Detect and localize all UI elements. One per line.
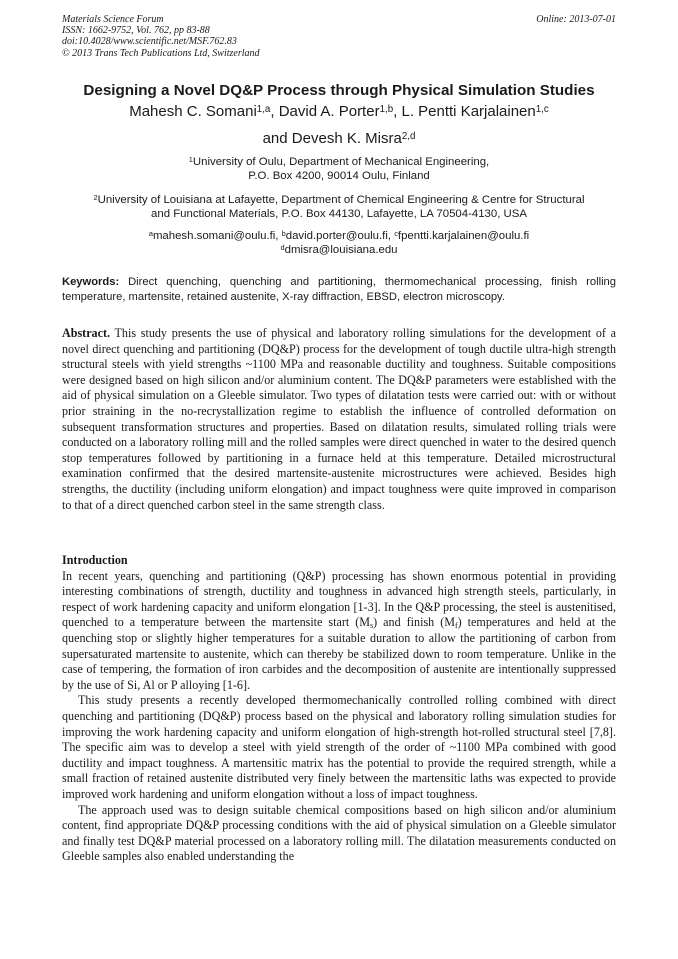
- and-word: and: [262, 130, 288, 147]
- keywords-text: Direct quenching, quenching and partitioning, thermomechanical processing, finish rolling temperature, martensite, retained austenite, X-ray diffraction, EBSD, electron microscopy.: [62, 276, 616, 303]
- authors-line-2: [40, 128, 638, 150]
- paper-title: Designing a Novel DQ&P Process through Physical Simulation Studies: [83, 82, 595, 99]
- paragraph: The approach used was to design suitable chemical compositions based on high silicon and/or aluminium content, find appropriate DQ&P processing conditions with the aid of physical simulation on a Gleeble simulator and finally test DQ&P material processed on a laboratory rolling mill. The dilatation measurements conducted on Gleeble samples also enabled understanding the: [62, 802, 616, 864]
- email-address: mahesh.somani@oulu.fi,: [152, 230, 282, 242]
- email-superscript: d: [280, 242, 285, 252]
- author-name: L. Pentti Karjalainen: [401, 103, 536, 120]
- journal-name: Materials Science Forum: [62, 14, 164, 25]
- author-name: Mahesh C. Somani: [129, 103, 257, 120]
- copyright-line: © 2013 Trans Tech Publications Ltd, Switzerland: [62, 47, 260, 59]
- abstract-text: This study presents the use of physical and laboratory rolling simulations for the development of a novel direct quenching and partitioning (DQ&P) process for the development of tough ductile ultra-high strength structural steels with yield strengths ~1100 MPa and reasonable ductility and toughness. Suitable compositions were designed based on high silicon and/or aluminium content. The DQ&P parameters were established with the aid of physical simulation on a Gleeble simulator. Two types of dilatation tests were carried out: with or without prior straining in the no-recrystallization regime to establish the influence of controlled deformation on subsequent transformation structures and properties. Based on dilatation results, simulated rolling trials were conducted on a laboratory rolling mill and the rolled samples were direct quenched in water to the desired quench stop temperatures followed by partitioning in a furnace held at this temperature. Detailed microstructural examination confirmed that the desired martensite-austenite microstructures were achieved. Besides high strengths, the ductility (including uniform elongation) and impact toughness were quite improved in comparison to that of a direct quenched carbon steel in the same strength class.: [62, 326, 616, 512]
- email-superscript: b: [281, 228, 286, 238]
- doi-line: doi:10.4028/www.scientific.net/MSF.762.83: [62, 36, 237, 48]
- email-address: david.porter@oulu.fi,: [285, 230, 395, 242]
- author-superscript: 1,c: [535, 103, 549, 115]
- affiliation-superscript: 2: [93, 192, 98, 202]
- subscript: s: [370, 621, 374, 631]
- email-superscript: a: [148, 228, 153, 238]
- affiliation-2: [40, 193, 638, 221]
- affiliation-superscript: 1: [188, 154, 193, 164]
- author-superscript: 1,b: [379, 103, 394, 115]
- email-superscript: c: [394, 228, 398, 238]
- issn-line: ISSN: 1662-9752, Vol. 762, pp 83-88: [62, 25, 210, 37]
- introduction-section: [62, 553, 616, 865]
- email-block: [50, 229, 628, 257]
- affiliation-line: and Functional Materials, P.O. Box 44130, Lafayette, LA 70504-4130, USA: [151, 208, 527, 220]
- affiliation-line: P.O. Box 4200, 90014 Oulu, Finland: [248, 170, 430, 182]
- author-name: Devesh K. Misra: [291, 130, 402, 147]
- email-address: fpentti.karjalainen@oulu.fi: [397, 230, 530, 242]
- subscript: f: [455, 621, 458, 631]
- journal-header: [62, 14, 260, 59]
- affiliation-line: University of Oulu, Department of Mechanical Engineering,: [192, 156, 490, 168]
- keywords: [62, 275, 616, 305]
- keywords-label: Keywords:: [62, 276, 120, 288]
- author-superscript: 2,d: [401, 130, 416, 142]
- abstract: [62, 326, 616, 513]
- online-date: Online: 2013-07-01: [536, 14, 616, 25]
- author-name: David A. Porter: [278, 103, 380, 120]
- section-heading: Introduction: [62, 553, 128, 567]
- abstract-label: Abstract.: [62, 326, 111, 340]
- author-superscript: 1,a: [256, 103, 271, 115]
- authors-line-1: Mahesh C. Somani$^{1,a}$, David A. Porter$^{1,b}$, L. Pentti Karjalainen$^{1,c}$: [129, 103, 549, 120]
- affiliation-line: University of Louisiana at Lafayette, Department of Chemical Engineering & Centre for Structural: [97, 194, 585, 206]
- affiliation-1: [50, 155, 628, 183]
- email-address: dmisra@louisiana.edu: [284, 244, 398, 256]
- paragraph: In recent years, quenching and partitioning (Q&P) processing has shown enormous potential in providing interesting combinations of strength, ductility and toughness in advanced high strength steels, particularly, in respect of work hardening capacity and uniform elongation [1-3]. In the Q&P processing, the steel is austenitised, quenched to a temperature between the martensite start $(M_s)$ and finish $(M_f)$ temperatures and held at the quenching stop or slightly higher temperatures for a suitable duration to allow the partitioning of carbon from supersaturated martensite to austenite, which can thereby be stabilized down to room temperature. Unlike in the case of tempering, the formation of iron carbides and the decomposition of austenite are intentionally suppressed by the use of Si, Al or P alloying [1-6].: [62, 568, 617, 692]
- paragraph: This study presents a recently developed thermomechanically controlled rolling combined with direct quenching and partitioning (DQ&P) process based on the physical and laboratory rolling simulation studies for improving the work hardening capacity and uniform elongation of high-strength hot-rolled structural steel [7,8]. The specific aim was to develop a steel with yield strength of the order of ~1100 MPa combined with good ductility and impact toughness. A martensitic matrix has the potential to provide the required strength, while a small fraction of retained austenite distributed very finely between the martensitic laths was expected to provide improved work hardening and uniform elongation without a loss of impact toughness.: [62, 693, 616, 801]
